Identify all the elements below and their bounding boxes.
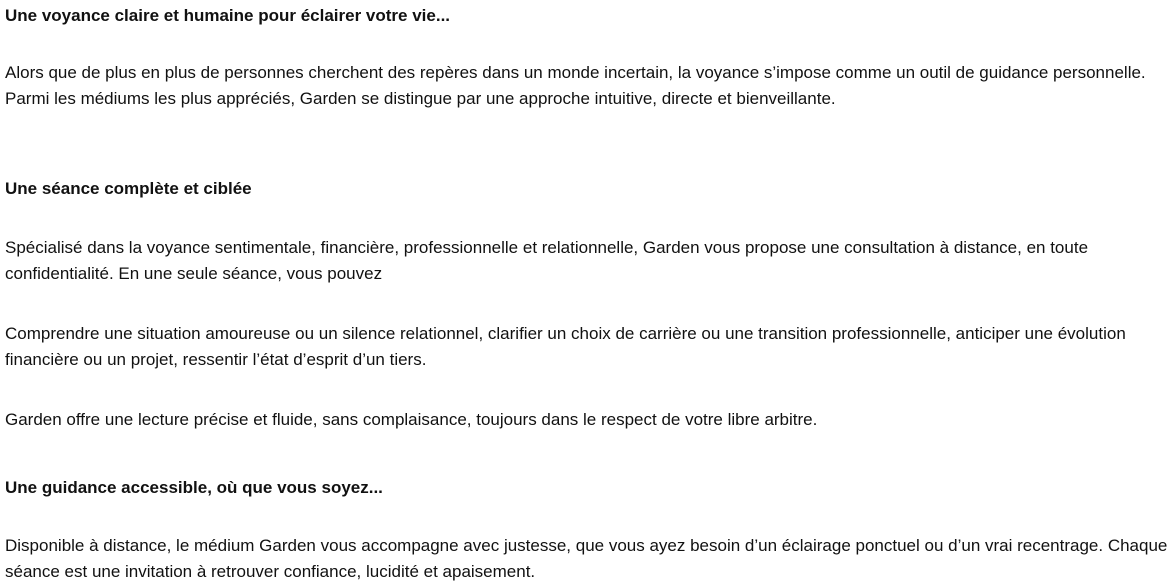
paragraph-availability: Disponible à distance, le médium Garden vous accompagne avec justesse, que vous ayez besoin d’un éclairage ponctuel ou d’un vrai recentrage. Chaque séance est une invitation à retrouver confiance, lucidité et apaisement. [5,536,1168,581]
paragraph-intro: Alors que de plus en plus de personnes cherchent des repères dans un monde incertain, la voyance s’impose comme un outil de guidance personnelle. Parmi les médiums les plus appréciés, Garden se distingue par une approche intuitive, directe et bienveillante. [5,63,1146,108]
paragraph-reading-quality: Garden offre une lecture précise et fluide, sans complaisance, toujours dans le respect de votre libre arbitre. [5,410,818,429]
section-heading-session: Une séance complète et ciblée [5,179,252,198]
section-heading-accessible: Une guidance accessible, où que vous soyez... [5,478,383,497]
section-heading-intro: Une voyance claire et humaine pour éclairer votre vie... [5,6,451,25]
paragraph-session-topics: Comprendre une situation amoureuse ou un silence relationnel, clarifier un choix de carrière ou une transition professionnelle, anticiper une évolution financière ou un projet, ressentir l’état d’esprit d’un tiers. [5,324,1126,369]
paragraph-specialties: Spécialisé dans la voyance sentimentale, financière, professionnelle et relationnelle, Garden vous propose une consultation à distance, en toute confidentialité. En une seule séance, vous pouvez [5,238,1089,283]
